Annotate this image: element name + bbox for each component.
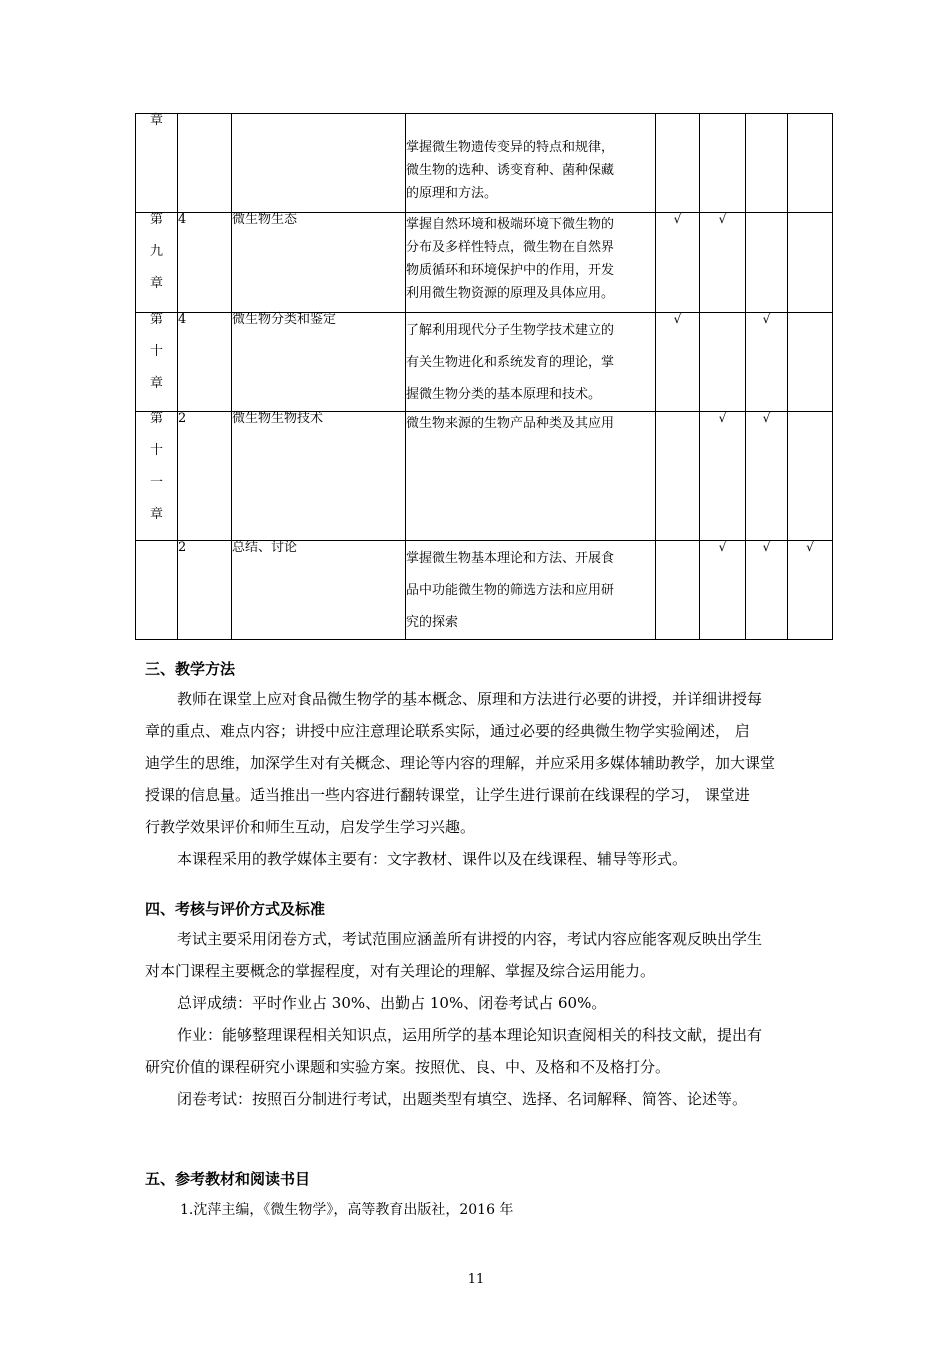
paragraph-line: 研究价值的课程研究小课题和实验方案。按照优、良、中、及格和不及格打分。 bbox=[145, 1058, 671, 1076]
check-mark-icon: √ bbox=[718, 411, 727, 425]
paragraph-line: 作业：能够整理课程相关知识点，运用所学的基本理论知识查阅相关的科技文献，提出有 bbox=[177, 1026, 763, 1044]
chapter-char: 第 bbox=[149, 411, 163, 426]
chapter-char: 章 bbox=[149, 276, 163, 291]
chapter-char: 第 bbox=[149, 212, 163, 227]
objective-mark-cell bbox=[656, 114, 700, 213]
check-mark-icon: √ bbox=[762, 411, 771, 425]
section-title-references: 五、参考教材和阅读书目 bbox=[145, 1170, 311, 1188]
goal-line: 掌握微生物基本理论和方法、开展食 bbox=[406, 551, 615, 566]
paragraph-line: 授课的信息量。适当推出一些内容进行翻转课堂，让学生进行课前在线课程的学习， 课堂进 bbox=[145, 786, 750, 804]
objective-mark-cell bbox=[700, 541, 746, 640]
goal-line: 了解利用现代分子生物学技术建立的 bbox=[406, 323, 615, 338]
table-row bbox=[136, 213, 833, 313]
check-mark-icon: √ bbox=[762, 540, 771, 554]
hours-cell: 2 bbox=[178, 412, 232, 541]
table-row bbox=[136, 541, 833, 640]
goal-line: 品中功能微生物的筛选方法和应用研 bbox=[406, 583, 615, 598]
hours-cell: 4 bbox=[178, 213, 232, 313]
paragraph-homework bbox=[145, 1019, 857, 1083]
page-number: 11 bbox=[467, 1272, 485, 1287]
hours-cell: 2 bbox=[178, 541, 232, 640]
check-mark-icon: √ bbox=[673, 312, 682, 326]
paragraph-line: 章的重点、难点内容；讲授中应注意理论联系实际，通过必要的经典微生物学实验阐述， 启 bbox=[145, 722, 750, 740]
table-row bbox=[136, 412, 833, 541]
topic-cell: 微生物生物技术 bbox=[232, 412, 406, 541]
paragraph-line: 对本门课程主要概念的掌握程度，对有关理论的理解、掌握及综合运用能力。 bbox=[145, 962, 656, 980]
chapter-char: 十 bbox=[149, 344, 163, 359]
objective-mark-cell bbox=[788, 114, 833, 213]
goal-line: 分布及多样性特点，微生物在自然界 bbox=[406, 240, 615, 255]
goal-line: 掌握微生物遗传变异的特点和规律， bbox=[406, 140, 615, 155]
hours-cell: 4 bbox=[178, 313, 232, 412]
table-row bbox=[136, 313, 833, 412]
chapter-char: 十 bbox=[149, 443, 163, 458]
hours-cell bbox=[178, 114, 232, 213]
goal-line: 利用微生物资源的原理及具体应用。 bbox=[406, 286, 615, 301]
goal-cell bbox=[406, 541, 656, 640]
syllabus-table bbox=[135, 113, 833, 640]
topic-cell: 总结、讨论 bbox=[232, 541, 406, 640]
chapter-cell bbox=[136, 313, 178, 412]
chapter-char: 章 bbox=[149, 113, 163, 128]
chapter-char: 章 bbox=[149, 507, 163, 522]
paragraph-teaching-media bbox=[145, 843, 857, 875]
goal-line: 物质循环和环境保护中的作用，开发 bbox=[406, 263, 615, 278]
section-title-assessment: 四、考核与评价方式及标准 bbox=[145, 900, 326, 918]
goal-cell bbox=[406, 114, 656, 213]
chapter-cell bbox=[136, 412, 178, 541]
chapter-cell bbox=[136, 114, 178, 213]
table-row bbox=[136, 114, 833, 213]
check-mark-icon: √ bbox=[718, 212, 727, 226]
reference-list bbox=[180, 1194, 860, 1226]
chapter-char: 第 bbox=[149, 312, 163, 327]
check-mark-icon: √ bbox=[806, 540, 814, 554]
objective-mark-cell bbox=[746, 541, 788, 640]
check-mark-icon: √ bbox=[673, 212, 682, 226]
check-mark-icon: √ bbox=[762, 312, 771, 326]
goal-line: 的原理和方法。 bbox=[406, 186, 498, 201]
paragraph-line: 本课程采用的教学媒体主要有：文字教材、课件以及在线课程、辅导等形式。 bbox=[177, 850, 688, 868]
syllabus-table-body bbox=[136, 114, 833, 640]
paragraph-line: 考试主要采用闭卷方式，考试范围应涵盖所有讲授的内容，考试内容应能客观反映出学生 bbox=[177, 930, 763, 948]
objective-mark-cell bbox=[656, 541, 700, 640]
paragraph-closed-book-exam bbox=[145, 1083, 857, 1115]
goal-line: 掌握自然环境和极端环境下微生物的 bbox=[406, 217, 615, 232]
section-title-teaching-methods: 三、教学方法 bbox=[145, 660, 236, 678]
objective-mark-cell bbox=[700, 313, 746, 412]
objective-mark-cell bbox=[656, 213, 700, 313]
objective-mark-cell bbox=[700, 412, 746, 541]
topic-cell: 微生物生态 bbox=[232, 213, 406, 313]
objective-mark-cell bbox=[700, 114, 746, 213]
objective-mark-cell bbox=[656, 412, 700, 541]
objective-mark-cell bbox=[746, 213, 788, 313]
objective-mark-cell bbox=[746, 114, 788, 213]
objective-mark-cell bbox=[656, 313, 700, 412]
objective-mark-cell bbox=[788, 541, 833, 640]
topic-cell bbox=[232, 114, 406, 213]
check-mark-icon: √ bbox=[718, 540, 727, 554]
paragraph-line: 总评成绩：平时作业占 30%、出勤占 10%、闭卷考试占 60%。 bbox=[177, 994, 607, 1012]
goal-cell bbox=[406, 313, 656, 412]
paragraph-line: 行教学效果评价和师生互动，启发学生学习兴趣。 bbox=[145, 818, 476, 836]
chapter-char: 章 bbox=[149, 376, 163, 391]
goal-cell bbox=[406, 412, 656, 541]
objective-mark-cell bbox=[700, 213, 746, 313]
goal-line: 微生物的选种、诱变育种、菌种保藏 bbox=[406, 163, 615, 178]
objective-mark-cell bbox=[788, 412, 833, 541]
objective-mark-cell bbox=[746, 412, 788, 541]
goal-line: 究的探索 bbox=[406, 615, 459, 630]
objective-mark-cell bbox=[788, 313, 833, 412]
paragraph-line: 1.沈萍主编，《微生物学》，高等教育出版社，2016 年 bbox=[180, 1202, 514, 1218]
topic-cell: 微生物分类和鉴定 bbox=[232, 313, 406, 412]
goal-line: 握微生物分类的基本原理和技术。 bbox=[406, 387, 602, 402]
chapter-cell bbox=[136, 213, 178, 313]
chapter-char: 九 bbox=[149, 244, 163, 259]
paragraph-line: 闭卷考试：按照百分制进行考试，出题类型有填空、选择、名词解释、简答、论述等。 bbox=[177, 1090, 748, 1108]
objective-mark-cell bbox=[746, 313, 788, 412]
paragraph-exam-format bbox=[145, 923, 857, 987]
paragraph-teaching-methods bbox=[145, 683, 857, 843]
goal-cell bbox=[406, 213, 656, 313]
chapter-cell bbox=[136, 541, 178, 640]
goal-line: 微生物来源的生物产品种类及其应用 bbox=[406, 416, 615, 431]
paragraph-line: 迪学生的思维，加深学生对有关概念、理论等内容的理解，并应采用多媒体辅助教学，加大课堂 bbox=[145, 754, 776, 772]
paragraph-grade-composition bbox=[145, 987, 857, 1019]
paragraph-line: 教师在课堂上应对食品微生物学的基本概念、原理和方法进行必要的讲授，并详细讲授每 bbox=[177, 690, 763, 708]
objective-mark-cell bbox=[788, 213, 833, 313]
chapter-char: 一 bbox=[149, 475, 163, 490]
goal-line: 有关生物进化和系统发育的理论，掌 bbox=[406, 355, 615, 370]
